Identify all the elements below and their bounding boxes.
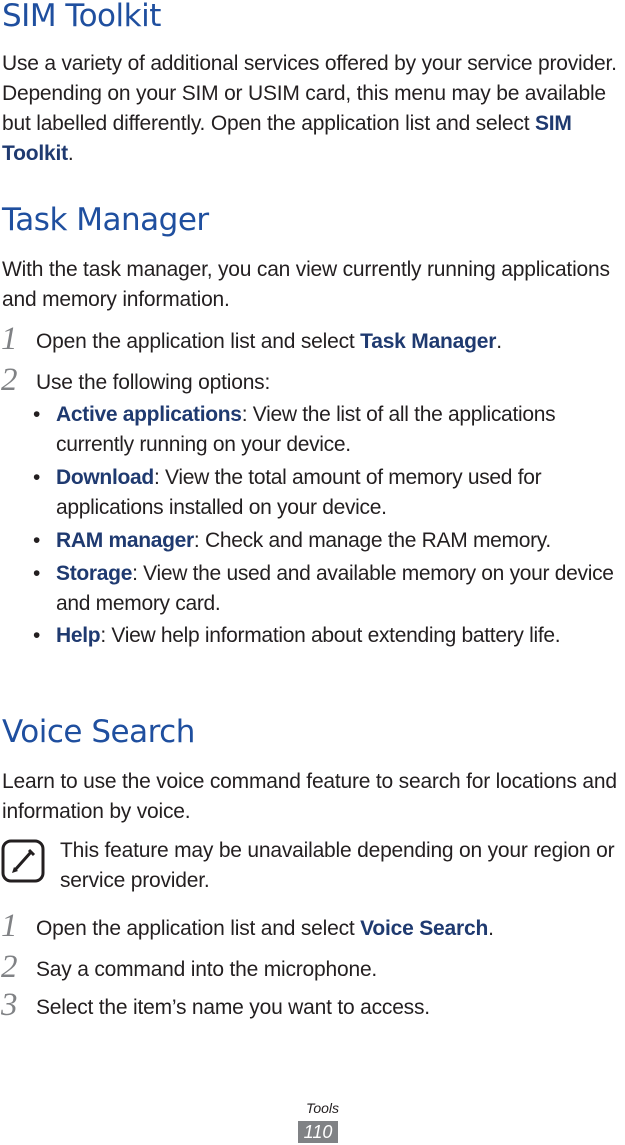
voice-search-menu-name: Voice Search (360, 917, 489, 940)
task-manager-step-2 (0, 362, 625, 400)
step-text-pre: Open the application list and select (36, 917, 361, 940)
option-name: RAM manager (56, 529, 194, 552)
step-text: Use the following options: (36, 371, 271, 394)
option-description: : View the list of all the applications currently running on your device. (56, 403, 556, 456)
option-description: : View the used and available memory on your device and memory card. (56, 562, 614, 615)
step-number: 3 (1, 987, 18, 1023)
step-text-post: . (488, 917, 494, 940)
section-title-sim-toolkit: SIM Toolkit (2, 0, 161, 34)
option-description: : View the total amount of memory used for applications installed on your device. (56, 466, 542, 519)
voice-search-step-3 (0, 987, 625, 1025)
sim-toolkit-menu-name: SIM Toolkit (2, 112, 572, 165)
sim-toolkit-description (2, 49, 617, 169)
step-number: 1 (1, 321, 18, 357)
option-text (56, 526, 622, 556)
bullet-icon: • (33, 562, 41, 585)
voice-search-step-2 (0, 949, 625, 987)
option-text (56, 621, 622, 651)
note-text: This feature may be unavailable depending on your region or service provider. (60, 839, 615, 892)
page-number-badge: 110 (298, 1121, 338, 1143)
option-name: Storage (56, 562, 133, 585)
option-description: : Check and manage the RAM memory. (193, 529, 551, 552)
bullet-icon: • (33, 624, 41, 647)
section-title-voice-search: Voice Search (2, 714, 195, 750)
option-name: Help (56, 624, 101, 647)
step-number: 1 (1, 908, 18, 944)
option-text (56, 463, 622, 523)
step-number: 2 (1, 362, 18, 398)
voice-search-intro: Learn to use the voice command feature to search for locations and information by voice. (2, 770, 617, 823)
sim-toolkit-body-end: . (67, 142, 74, 165)
step-text: Say a command into the microphone. (36, 958, 378, 981)
option-text (56, 400, 622, 460)
voice-search-step-1 (0, 908, 625, 946)
task-manager-step-1 (0, 321, 625, 359)
step-number: 2 (1, 949, 18, 985)
step-text (36, 327, 502, 357)
note-pencil-icon (1, 839, 45, 883)
option-name: Active applications (56, 403, 242, 426)
step-text (36, 914, 494, 944)
step-text-post: . (496, 330, 502, 353)
step-text: Select the item’s name you want to access. (36, 996, 430, 1019)
option-text (56, 559, 622, 619)
sim-toolkit-body-text: Use a variety of additional services offered by your service provider. Depending on your SIM or USIM card, this menu may be available but labelled differently. Open the application list and select (2, 52, 617, 135)
footer-chapter-label: Tools (306, 1100, 339, 1116)
task-manager-intro: With the task manager, you can view currently running applications and memory information. (2, 258, 610, 311)
note-box (0, 836, 625, 896)
bullet-icon: • (33, 529, 41, 552)
option-name: Download (56, 466, 154, 489)
option-description: : View help information about extending battery life. (100, 624, 561, 647)
bullet-icon: • (33, 403, 41, 426)
step-text-pre: Open the application list and select (36, 330, 361, 353)
section-title-task-manager: Task Manager (2, 202, 209, 238)
task-manager-menu-name: Task Manager (360, 330, 497, 353)
bullet-icon: • (33, 466, 41, 489)
